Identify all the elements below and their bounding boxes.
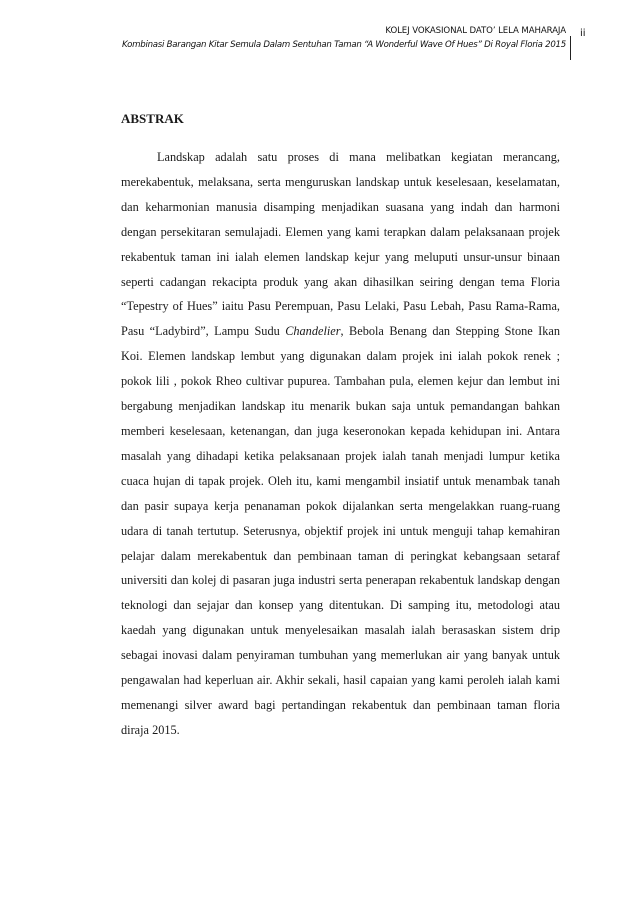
project-subtitle: Kombinasi Barangan Kitar Semula Dalam Sentuhan Taman “A Wonderful Wave Of Hues” Di Royal Floria 2015 — [122, 40, 566, 50]
abstract-paragraph — [121, 145, 560, 743]
abstract-text-part1: Landskap adalah satu proses di mana melibatkan kegiatan merancang, merekabentuk, melaksana, serta menguruskan landskap untuk keselesaan, keselamatan, dan keharmonian manusia disamping menjadikan suasana yang indah dan harmoni dengan persekitaran semulajadi. Elemen yang kami terapkan dalam pelaksanaan projek rekabentuk taman ini ialah elemen landskap kejur yang meluputi unsur-unsur binaan seperti cadangan rekacipta produk yang akan dihasilkan seiring dengan tema Floria “Tepestry of Hues” iaitu Pasu Perempuan, Pasu Lelaki, Pasu Lebah, Pasu Rama-Rama, Pasu “Ladybird”, Lampu Sudu — [121, 150, 560, 339]
page-number: ii — [580, 28, 586, 39]
abstract-text-italic: Chandelier — [285, 324, 341, 339]
page-header — [40, 24, 566, 52]
abstract-section — [121, 109, 560, 743]
school-name: KOLEJ VOKASIONAL DATO’ LELA MAHARAJA — [385, 26, 566, 36]
abstract-text-part2: , Bebola Benang dan Stepping Stone Ikan Koi. Elemen landskap lembut yang digunakan dalam projek ini ialah pokok renek ; pokok lili , pokok Rheo cultivar pupurea. Tambahan pula, elemen kejur dan lembut ini bergabung menjadikan landskap itu menarik bukan saja untuk pemandangan bahkan memberi keselesaan, ketenangan, dan juga keseronokan kepada kehidupan ini. Antara masalah yang dihadapi ketika pelaksanaan projek ialah tanah menjadi lumpur ketika cuaca hujan di tapak projek. Oleh itu, kami mengambil insiatif untuk menambak tanah dan pasir supaya kerja penanaman pokok dijalankan serta mengelakkan ruang-ruang udara di tanah tertutup. Seterusnya, objektif projek ini untuk menguji tahap kemahiran pelajar dalam merekabentuk dan pembinaan taman di peringkat kebangsaan setaraf universiti dan kolej di pasaran juga industri serta penerapan rekabentuk landskap dengan teknologi dan sejajar dan konsep yang ditentukan. Di samping itu, metodologi atau kaedah yang digunakan untuk menyelesaikan masalah ialah berasaskan sistem drip sebagai inovasi dalam penyiraman tumbuhan yang memerlukan air yang banyak untuk pengawalan had keperluan air. Akhir sekali, hasil capaian yang kami peroleh ialah kami memenangi silver award bagi pertandingan rekabentuk dan pembinaan taman floria diraja 2015. — [121, 324, 560, 737]
abstract-title: ABSTRAK — [121, 111, 184, 126]
header-divider — [570, 36, 571, 60]
